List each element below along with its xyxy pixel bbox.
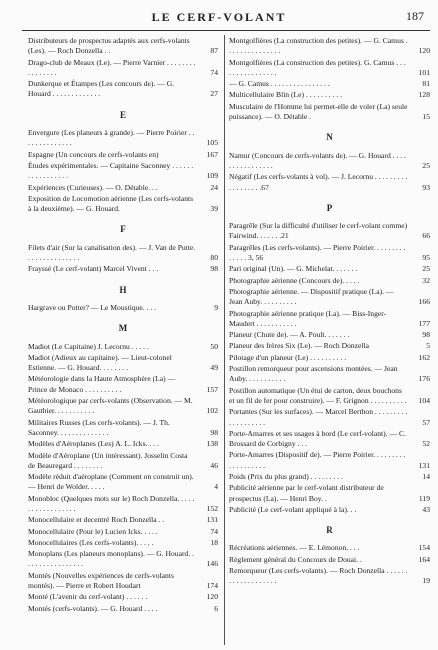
index-entry-page: 14: [422, 471, 430, 481]
index-entry: [28, 604, 218, 614]
index-entry-page: 104: [418, 395, 430, 405]
index-entry-text: Planeur (Chute de). — A. Poult. . . . . . .: [229, 330, 350, 340]
index-entry: [229, 386, 430, 407]
index-entry-page: 93: [422, 182, 430, 192]
index-entry: [229, 566, 430, 587]
section-letter: H: [119, 284, 127, 295]
index-entry-text: Postillon remorqueur pour ascensions montées. — Jean Auby. . . . . . . . . . .: [229, 364, 398, 384]
index-entry-page: 43: [422, 504, 430, 514]
index-entry-page: 32: [422, 275, 430, 285]
index-entry-text: Monté (L'avenir du cerf-volant) . . . . . .: [28, 592, 148, 602]
index-entry: [28, 264, 218, 274]
index-entry-page: 81: [422, 79, 430, 89]
index-entry-page: 152: [206, 503, 218, 513]
index-entry: [229, 151, 430, 172]
index-entry-text: Récréations aériennes. — E. Lémonon. . . .: [229, 543, 360, 553]
index-entry-text: Poids (Prix du plus grand) . . . . . . . . .: [229, 471, 343, 481]
index-entry-page: 46: [210, 460, 218, 470]
index-entry-text: Montés (cerfs-volants). — G. Houard . . . .: [28, 603, 158, 613]
index-entry: [28, 58, 218, 79]
index-entry: [229, 429, 430, 450]
index-entry-page: 74: [210, 67, 218, 77]
index-entry-text: Militaires Russes (Les cerfs-volants). — J. Th. Saconney. . . . . . . . . . . . . .: [28, 417, 170, 437]
index-entry: [28, 150, 218, 160]
section-letter: N: [326, 132, 333, 143]
index-entry-page: 120: [206, 592, 218, 602]
page-number: 187: [406, 9, 424, 23]
index-entry-page: 131: [418, 460, 430, 470]
index-entry-text: Musculaire de l'Homme lui permet-elle de voler (La) seule puissance). — O. Détable .: [229, 101, 408, 122]
index-entry-text: Exposition de Locomotion aérienne (Les cerfs-volants à la deuxième). — G. Houard.: [28, 193, 194, 214]
index-entry: [28, 527, 218, 537]
index-entry-text: Météorologie dans la Haute Atmosphère (La) — Prince de Monaco . . . . . . . . . .: [28, 374, 176, 394]
index-entry: [28, 342, 218, 352]
index-entry-text: Pari original (Un). — G. Michelat. . . . . . .: [229, 264, 358, 274]
index-entry-page: 39: [210, 204, 218, 214]
index-entry-page: 162: [418, 352, 430, 362]
index-entry: [28, 183, 218, 193]
index-entry-text: Hargrave ou Potter? — Le Moustique. . . .: [28, 302, 157, 312]
index-entry: [28, 79, 218, 100]
index-entry: [229, 555, 430, 565]
index-entry: [28, 592, 218, 602]
index-entry: [28, 451, 218, 472]
index-entry-text: Photographie aérienne. — Dispositif pratique (La). — Jean Auby. . . . . . . . . .: [229, 286, 394, 307]
index-entry: [28, 303, 218, 313]
index-entry: [28, 36, 218, 57]
index-entry: [229, 330, 430, 340]
index-entry: [229, 79, 430, 89]
index-entry-text: Publicité aérienne par le cerf-volant distributeur de prospectus (La). — Henri Boy. .: [229, 483, 384, 503]
index-entry-page: 109: [206, 171, 218, 181]
index-entry: [28, 418, 218, 439]
index-entry: [229, 58, 430, 79]
index-entry-text: — G. Camus . . . . . . . . . . . . . . . .: [229, 79, 330, 89]
index-entry-page: 25: [422, 264, 430, 274]
column-divider: [224, 35, 225, 645]
index-entry-text: Drago-club de Meaux (Le). — Pierre Varnier . . . . . . . . . . . . . . . .: [28, 57, 196, 77]
index-entry-text: Publicité (Le cerf-volant appliqué à la). . .: [229, 504, 357, 514]
section-letter: E: [119, 109, 126, 120]
index-entry: [229, 276, 430, 286]
index-entry-page: 101: [418, 67, 430, 77]
index-entry-page: 119: [418, 493, 430, 503]
index-entry: [28, 515, 218, 525]
index-entry-page: 176: [418, 374, 430, 384]
index-entry-text: Négatif (Les cerfs-volants à vol). — J. Lecornu . . . . . . . . . . . . . . . . . .67: [229, 172, 408, 192]
index-entry-text: Études expérimentales. — Capitaine Saconney . . . . . . . . . . . . . . . . .: [28, 160, 194, 181]
index-entry: [229, 102, 430, 123]
index-entry: [28, 396, 218, 417]
index-entry-page: 74: [210, 526, 218, 536]
index-entry: [229, 450, 430, 471]
header-rule: [22, 30, 430, 31]
index-entry-page: 27: [210, 89, 218, 99]
index-entry: [229, 36, 430, 57]
section-letter: R: [326, 525, 333, 536]
index-entry: [28, 472, 218, 493]
index-entry-page: 157: [206, 384, 218, 394]
index-entry: [28, 439, 218, 449]
index-entry: [229, 172, 430, 193]
index-entry-text: Photographie aérienne pratique (La). — Biss-Inger-Maudert . . . . . . . . . . .: [229, 308, 387, 328]
index-entry-page: 24: [210, 182, 218, 192]
index-entry-text: Dunkerque et Étampes (Les concours de). — G. Houard . . . . . . . . . . . . .: [28, 79, 175, 99]
index-entry: [229, 90, 430, 100]
index-entry-text: Montgolfières (La construction des petites). G. Camus . . . . . . . . . . . . . . . .: [229, 57, 406, 77]
index-entry-page: 15: [422, 112, 430, 122]
index-entry-page: 131: [206, 515, 218, 525]
section-letter: F: [120, 224, 126, 235]
index-entry: [28, 243, 218, 264]
index-entry-page: 4: [214, 482, 218, 492]
index-entry-page: 9: [214, 302, 218, 312]
index-entry-page: 128: [418, 90, 430, 100]
index-entry-page: 95: [422, 253, 430, 263]
index-column-right: [229, 36, 430, 588]
index-entry-text: Monobloc (Quelques mots sur le) Roch Donzella. . . . . . . . . . . . . . . . . .: [28, 493, 195, 513]
index-entry: [28, 161, 218, 182]
index-entry: [229, 483, 430, 504]
index-entry-text: Planeur des frères Six (Le). — Roch Donzella: [229, 341, 370, 351]
index-entry-text: Paragrêles (Les cerfs-volants). — Pierre Poirier. . . . . . . . . . . . . . 3, 56: [229, 242, 406, 263]
section-letter: M: [118, 323, 128, 334]
index-entry: [28, 353, 218, 374]
index-entry: [28, 128, 218, 149]
index-entry-page: 166: [418, 297, 430, 307]
index-entry-text: Porte-Amarres et ses usages à bord (Le cerf-volant). — C. Brossard de Corbigny . . .: [229, 428, 406, 449]
index-entry-page: 80: [210, 253, 218, 263]
index-entry: [229, 309, 430, 330]
index-entry-text: Postillon automatique (Un étui de carton, deux bouchons et un fil de fer pour construire). — F. Grignon . . . . . . . . . .: [229, 385, 407, 405]
index-entry: [229, 505, 430, 515]
index-entry-text: Modèle réduit d'aéroplane (Comment on construit un). — Henri de Wolder. . . . .: [28, 472, 194, 492]
index-entry: [229, 341, 430, 351]
index-entry-text: Pilotage d'un planeur (Le) . . . . . . . . . .: [229, 352, 347, 362]
index-entry-page: 50: [210, 341, 218, 351]
index-entry-text: Monocellulaire (Pour le) Lucien Icks. . . . .: [28, 526, 158, 536]
index-entry: [28, 538, 218, 548]
index-entry: [229, 407, 430, 428]
index-entry-page: 5: [426, 341, 430, 351]
index-entry: [229, 364, 430, 385]
index-entry-page: 177: [418, 318, 430, 328]
index-entry-text: Modèles d'Aéroplanes (Les) A. L. Icks. . . .: [28, 439, 159, 449]
running-header-title: LE CERF-VOLANT: [151, 10, 287, 24]
index-entry-page: 18: [210, 537, 218, 547]
index-entry-page: 19: [422, 576, 430, 586]
index-entry: [229, 543, 430, 553]
index-entry-text: Monoplans (Les planeurs monoplans). — G. Houard. . . . . . . . . . . . . . . . .: [28, 549, 194, 569]
index-entry-page: 49: [210, 363, 218, 373]
section-letter: P: [326, 202, 333, 213]
index-entry-text: Namur (Concours de cerfs-volants de). — G. Houard . . . . . . . . . . . . . . . .: [229, 150, 406, 170]
index-entry-text: Multicellulaire Blin (Le) . . . . . . . . . .: [229, 90, 343, 100]
index-entry-page: 102: [206, 406, 218, 416]
index-entry-page: 154: [418, 543, 430, 553]
index-entry-text: Espagne (Un concours de cerfs-volants en): [28, 149, 159, 159]
index-entry-page: 6: [214, 603, 218, 613]
index-entry-text: Photographie aérienne (Concours de). . . . .: [229, 275, 360, 285]
index-entry-text: Monocellulaire et decentré Roch Donzella . .: [28, 515, 165, 525]
index-entry-page: 146: [206, 559, 218, 569]
index-entry-page: 120: [418, 46, 430, 56]
index-entry: [28, 549, 218, 570]
index-entry-page: 52: [422, 439, 430, 449]
index-entry-page: 138: [206, 439, 218, 449]
index-entry-text: Frayssé (Le cerf-volant) Marcel Vivent . . .: [28, 264, 159, 274]
index-entry: [229, 243, 430, 264]
index-entry: [28, 494, 218, 515]
index-entry-page: 105: [206, 138, 218, 148]
index-entry: [229, 287, 430, 308]
index-entry-page: 25: [422, 160, 430, 170]
index-entry-text: Madiot (Le Capitaine) J. Lecornu . . . . .: [28, 341, 149, 351]
index-entry: [28, 571, 218, 592]
index-entry-text: Règlement général du Concours de Douai. .: [229, 554, 362, 564]
index-entry-page: 167: [206, 149, 218, 159]
index-entry-page: 164: [418, 554, 430, 564]
index-entry-text: Porte-Amarres (Dispositif de). — Pierre Poirier. . . . . . . . . . . . . . . . . . .: [229, 450, 406, 470]
index-entry-text: Monocellulaires (Les cerfs-volants). . . . .: [28, 537, 154, 547]
index-entry-text: Madiot (Adieux au capitaine). — Lieut-colonel Estienne. — G. Houard. . . . . . . .: [28, 352, 172, 373]
index-entry-page: 98: [422, 330, 430, 340]
index-entry: [229, 221, 430, 242]
index-entry-text: Filets d'air (Sur la canalisation des). — J. Van de Putte. . . . . . . . . . . . . . .: [28, 242, 196, 263]
index-entry: [229, 353, 430, 363]
index-entry-page: 174: [206, 581, 218, 591]
index-entry-text: Envergure (Les planeurs à grande). — Pierre Poirier . . . . . . . . . . . . . .: [28, 128, 195, 148]
index-entry-text: Modèle d'Aéroplane (Un intéressant). Josselin Costa de Beauregard . . . . . . . .: [28, 450, 188, 470]
index-entry-page: 66: [422, 231, 430, 241]
index-entry: [28, 374, 218, 395]
index-entry-text: Météorologique par cerfs-volants (Observation. — M. Gauthier. . . . . . . . . . .: [28, 396, 193, 416]
index-entry-text: Paragrêle (Sur la difficulté d'utiliser le cerf-volant comme) Fairwind. . . . . . .21: [229, 221, 408, 241]
index-entry-page: 98: [210, 427, 218, 437]
index-entry: [28, 194, 218, 215]
index-entry-text: Portantes (Sur les surfaces). — Marcel Berthon . . . . . . . . . . . . . . . . . . .: [229, 407, 408, 427]
index-entry-text: Montés (Nouvelles expériences de cerfs-volants montés). — Pierre et Robert Houdart: [28, 570, 174, 591]
index-entry-page: 87: [210, 46, 218, 56]
index-entry-page: 57: [422, 417, 430, 427]
index-entry-text: Distributeurs de prospectus adaptés aux cerfs-volants (Les). — Roch Donzella . .: [28, 36, 190, 56]
index-entry: [229, 264, 430, 274]
index-entry-text: Montgolfières (La construction des petites). — G. Camus . . . . . . . . . . . . . . .: [229, 36, 408, 56]
index-entry: [229, 472, 430, 482]
index-column-left: [28, 36, 218, 615]
index-entry-text: Expériences (Curieuses). — O. Détable. . .: [28, 182, 158, 192]
index-entry-page: 98: [210, 264, 218, 274]
index-entry-text: Remorqueur (Les cerfs-volants). — Roch Donzella . . . . . . . . . . . . . . . . . . .: [229, 566, 408, 586]
